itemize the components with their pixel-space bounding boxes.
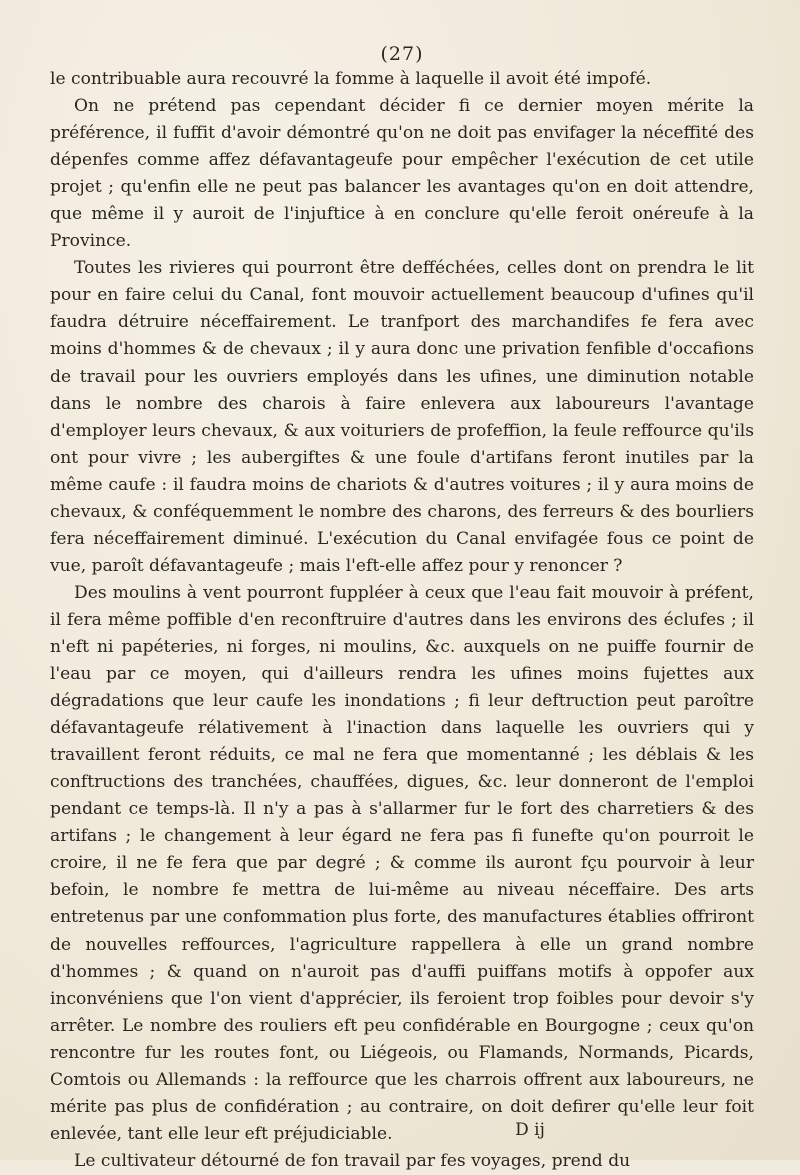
paragraph: Toutes les rivieres qui pourront être defféchées, celles dont on prendra le lit pour en faire celui du Canal, font mouvoir actuellement beaucoup d'ufines qu'il faudra détruire néceffairement. Le tranfport des marchandifes fe fera avec moins d'hommes & de chevaux ; il y aura donc une privation fenfible d'occafions de travail pour les ouvriers employés dans les ufines, une diminution notable dans le nombre des charois à faire enlevera aux laboureurs l'avantage d'employer leurs chevaux, & aux voituriers de profeffion, la feule reffource qu'ils ont pour vivre ; les aubergiftes & une foule d'artifans feront inutiles par la même caufe : il faudra moins de chariots & d'autres voitures ; il y aura moins de chevaux, & conféquemment le nombre des charons, des ferreurs & des bourliers fera néceffairement diminué. L'exécution du Canal envifagée fous ce point de vue, paroît défavantageufe ; mais l'eft-elle affez pour y renoncer ?: [50, 258, 754, 576]
paragraph: Le cultivateur détourné de fon travail par fes voyages, prend du: [74, 1150, 631, 1171]
page-number: (27): [380, 43, 424, 65]
paragraph-continuation: le contribuable aura recouvré la fomme à laquelle il avoit été impofé.: [50, 69, 652, 89]
paragraph: On ne prétend pas cependant décider fi ce dernier moyen mérite la préférence, il fuffit d'avoir démontré qu'on ne doit pas envifager la néceffité des dépenfes comme affez défavantageufe pour empêcher l'exécution de cet utile projet ; qu'enfin elle ne peut pas balancer les avantages qu'on en doit attendre, que même il y auroit de l'injuftice à en conclure qu'elle feroit onéreufe à la Province.: [50, 96, 754, 252]
signature-mark: D ij: [515, 1120, 545, 1140]
paragraph: Des moulins à vent pourront fuppléer à ceux que l'eau fait mouvoir à préfent, il fera même poffible d'en reconftruire d'autres dans les environs des éclufes ; il n'eft ni papéteries, ni forges, ni moulins, &c. auxquels on ne puiffe fournir de l'eau par ce moyen, qui d'ailleurs rendra les ufines moins fujettes aux dégradations que leur caufe les inondations ; fi leur deftruction peut paroître défavantageufe rélativement à l'inaction dans laquelle les ouvriers qui y travaillent feront réduits, ce mal ne fera que momentanné ; les déblais & les conftructions des tranchées, chauffées, digues, &c. leur donneront de l'emploi pendant ce temps-là. Il n'y a pas à s'allarmer fur le fort des charretiers & des artifans ; le changement à leur égard ne fera pas fi funefte qu'on pourroit le croire, il ne fe fera que par degré ; & comme ils auront fçu pourvoir à leur befoin, le nombre fe mettra de lui-même au niveau néceffaire. Des arts entretenus par une confommation plus forte, des manufactures établies offriront de nouvelles reffources, l'agriculture rappellera à elle un grand nombre d'hommes ; & quand on n'auroit pas d'auffi puiffans motifs à oppofer aux inconvéniens que l'on vient d'apprécier, ils feroient trop foibles pour devoir s'y arrêter. Le nombre des rouliers eft peu confidérable en Bourgogne ; ceux qu'on rencontre fur les routes font, ou Liégeois, ou Flamands, Normands, Picards, Comtois ou Allemands : la reffource que les charrois offrent aux laboureurs, ne mérite pas plus de confidération ; au contraire, on doit defirer qu'elle leur foit enlevée, tant elle leur eft préjudiciable.: [50, 582, 754, 1144]
